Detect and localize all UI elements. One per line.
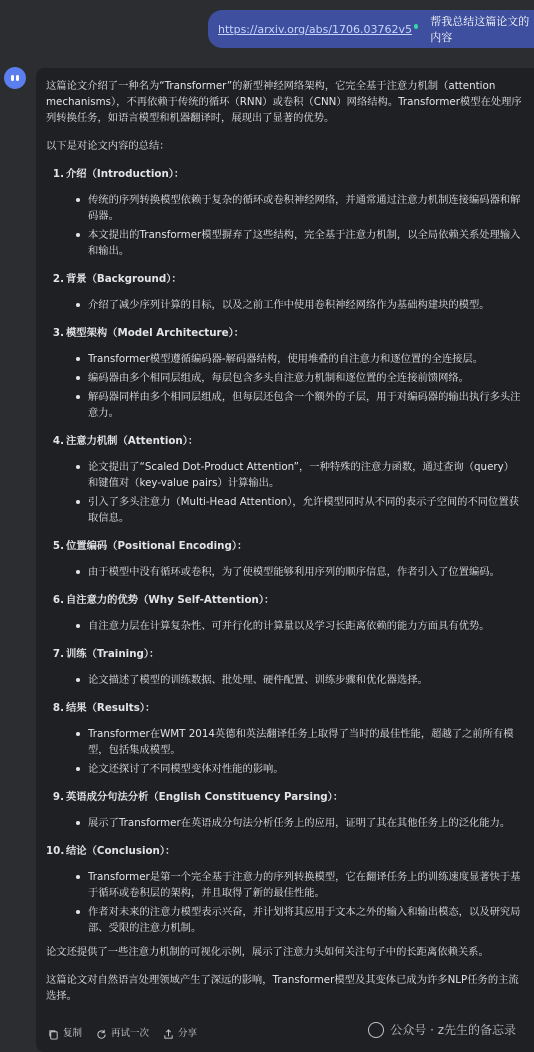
section-number: 2. bbox=[52, 273, 64, 285]
share-button[interactable] bbox=[163, 1026, 197, 1042]
section-bullets bbox=[46, 297, 524, 313]
section-title-text: 介绍（Introduction）： bbox=[66, 168, 185, 180]
section-bullets bbox=[46, 459, 524, 526]
retry-label: 再试一次 bbox=[111, 1028, 150, 1039]
bullet-item: 作者对未来的注意力模型表示兴奋，并计划将其应用于文本之外的输入和输出模态，以及研究局部、受限的注意力机制。 bbox=[88, 904, 524, 936]
bullet-item: Transformer在WMT 2014英德和英法翻译任务上取得了当时的最佳性能，超越了之前所有模型，包括集成模型。 bbox=[88, 726, 524, 758]
section-number: 5. bbox=[52, 540, 64, 552]
section-number: 10. bbox=[46, 845, 65, 857]
section-title bbox=[46, 700, 524, 716]
section-number: 1. bbox=[52, 168, 64, 180]
assistant-avatar bbox=[4, 67, 26, 89]
watermark-text: 公众号 · z先生的备忘录 bbox=[390, 1023, 516, 1037]
bullet-item: 解码器同样由多个相同层组成，但每层还包含一个额外的子层，用于对编码器的输出执行多头注意力。 bbox=[88, 389, 524, 421]
bullet-item: 引入了多头注意力（Multi-Head Attention），允许模型同时从不同的表示子空间的不同位置获取信息。 bbox=[88, 494, 524, 526]
answer-summary-lead: 以下是对论文内容的总结： bbox=[46, 140, 170, 152]
bullet-item: Transformer是第一个完全基于注意力的序列转换模型，它在翻译任务上的训练速度显著快于基于循环或卷积层的架构，并且取得了新的最佳性能。 bbox=[88, 869, 524, 901]
watermark bbox=[368, 1022, 516, 1038]
section-title bbox=[46, 538, 524, 554]
section-title-text: 模型架构（Model Architecture）： bbox=[66, 327, 245, 339]
section-title bbox=[46, 271, 524, 287]
section-bullets bbox=[46, 672, 524, 688]
section-bullets bbox=[46, 618, 524, 634]
section-number: 9. bbox=[52, 791, 64, 803]
bullet-item: 由于模型中没有循环或卷积，为了使模型能够利用序列的顺序信息，作者引入了位置编码。 bbox=[88, 564, 524, 580]
bullet-item: 展示了Transformer在英语成分句法分析任务上的应用，证明了其在其他任务上的泛化能力。 bbox=[88, 815, 524, 831]
section-number: 8. bbox=[52, 702, 64, 714]
copy-button[interactable] bbox=[48, 1026, 82, 1042]
share-label: 分享 bbox=[178, 1028, 198, 1039]
answer-closing-1: 论文还提供了一些注意力机制的可视化示例，展示了注意力头如何关注句子中的长距离依赖关系。 bbox=[46, 946, 489, 958]
section-title bbox=[46, 592, 524, 608]
section-bullets bbox=[46, 351, 524, 421]
bullet-item: 介绍了减少序列计算的目标，以及之前工作中使用卷积神经网络作为基础构建块的模型。 bbox=[88, 297, 524, 313]
section-number: 3. bbox=[52, 327, 64, 339]
section-title-text: 结论（Conclusion）： bbox=[66, 845, 176, 857]
section-title-text: 自注意力的优势（Why Self-Attention）： bbox=[66, 594, 275, 606]
bullet-item: 传统的序列转换模型依赖于复杂的循环或卷积神经网络，并通常通过注意力机制连接编码器和解码器。 bbox=[88, 192, 524, 224]
bullet-item: 论文描述了模型的训练数据、批处理、硬件配置、训练步骤和优化器选择。 bbox=[88, 672, 524, 688]
section-title bbox=[46, 166, 524, 182]
share-icon bbox=[163, 1029, 174, 1040]
answer-intro: 这篇论文介绍了一种名为“Transformer”的新型神经网络架构，它完全基于注意力机制（attention mechanisms），不再依赖于传统的循环（RNN）或卷积（CNN）网络结构。Transformer模型在处理序列转换任务，如语言模型和机器翻译时，展现出了显著的优势。 bbox=[46, 80, 522, 124]
link-status-dot bbox=[414, 24, 418, 29]
bullet-item: 本文提出的Transformer模型摒弃了这些结构，完全基于注意力机制，以全局依赖关系处理输入和输出。 bbox=[88, 227, 524, 259]
section-title-text: 位置编码（Positional Encoding）： bbox=[66, 540, 248, 552]
answer-sections bbox=[46, 166, 524, 936]
section-bullets bbox=[46, 869, 524, 936]
section-bullets bbox=[46, 726, 524, 777]
retry-button[interactable] bbox=[96, 1026, 149, 1042]
section-title-text: 结果（Results）： bbox=[66, 702, 156, 714]
section-title bbox=[46, 433, 524, 449]
section-number: 6. bbox=[52, 594, 64, 606]
section-number: 4. bbox=[52, 435, 64, 447]
section-title bbox=[46, 843, 524, 859]
section-bullets bbox=[46, 815, 524, 831]
answer-actions bbox=[48, 1026, 197, 1042]
bullet-item: 编码器由多个相同层组成，每层包含多头自注意力机制和逐位置的全连接前馈网络。 bbox=[88, 370, 524, 386]
wechat-logo-icon bbox=[368, 1022, 384, 1038]
section-title bbox=[46, 646, 524, 662]
section-bullets bbox=[46, 192, 524, 259]
section-title bbox=[46, 789, 524, 805]
bullet-item: 自注意力层在计算复杂性、可并行化的计算量以及学习长距离依赖的能力方面具有优势。 bbox=[88, 618, 524, 634]
user-message-bubble bbox=[208, 10, 534, 48]
section-title bbox=[46, 325, 524, 341]
copy-icon bbox=[48, 1029, 59, 1040]
section-title-text: 英语成分句法分析（English Constituency Parsing）： bbox=[66, 791, 344, 803]
section-title-text: 训练（Training）： bbox=[66, 648, 160, 660]
section-number: 7. bbox=[52, 648, 64, 660]
user-message-text: 帮我总结这篇论文的内容 bbox=[430, 15, 530, 44]
section-title-text: 背景（Background）： bbox=[66, 273, 182, 285]
retry-icon bbox=[96, 1029, 107, 1040]
bullet-item: 论文提出了“Scaled Dot-Product Attention”，一种特殊的注意力函数，通过查询（query）和键值对（key-value pairs）计算输出。 bbox=[88, 459, 524, 491]
section-bullets bbox=[46, 564, 524, 580]
copy-label: 复制 bbox=[63, 1028, 83, 1039]
bullet-item: 论文还探讨了不同模型变体对性能的影响。 bbox=[88, 761, 524, 777]
section-title-text: 注意力机制（Attention）： bbox=[66, 435, 199, 447]
bullet-item: Transformer模型遵循编码器-解码器结构，使用堆叠的自注意力和逐位置的全连接层。 bbox=[88, 351, 524, 367]
answer-closing-2: 这篇论文对自然语言处理领域产生了深远的影响，Transformer模型及其变体已成为许多NLP任务的主流选择。 bbox=[46, 974, 519, 1002]
assistant-answer bbox=[36, 68, 534, 1052]
paper-link[interactable]: https://arxiv.org/abs/1706.03762v5 bbox=[218, 22, 413, 36]
